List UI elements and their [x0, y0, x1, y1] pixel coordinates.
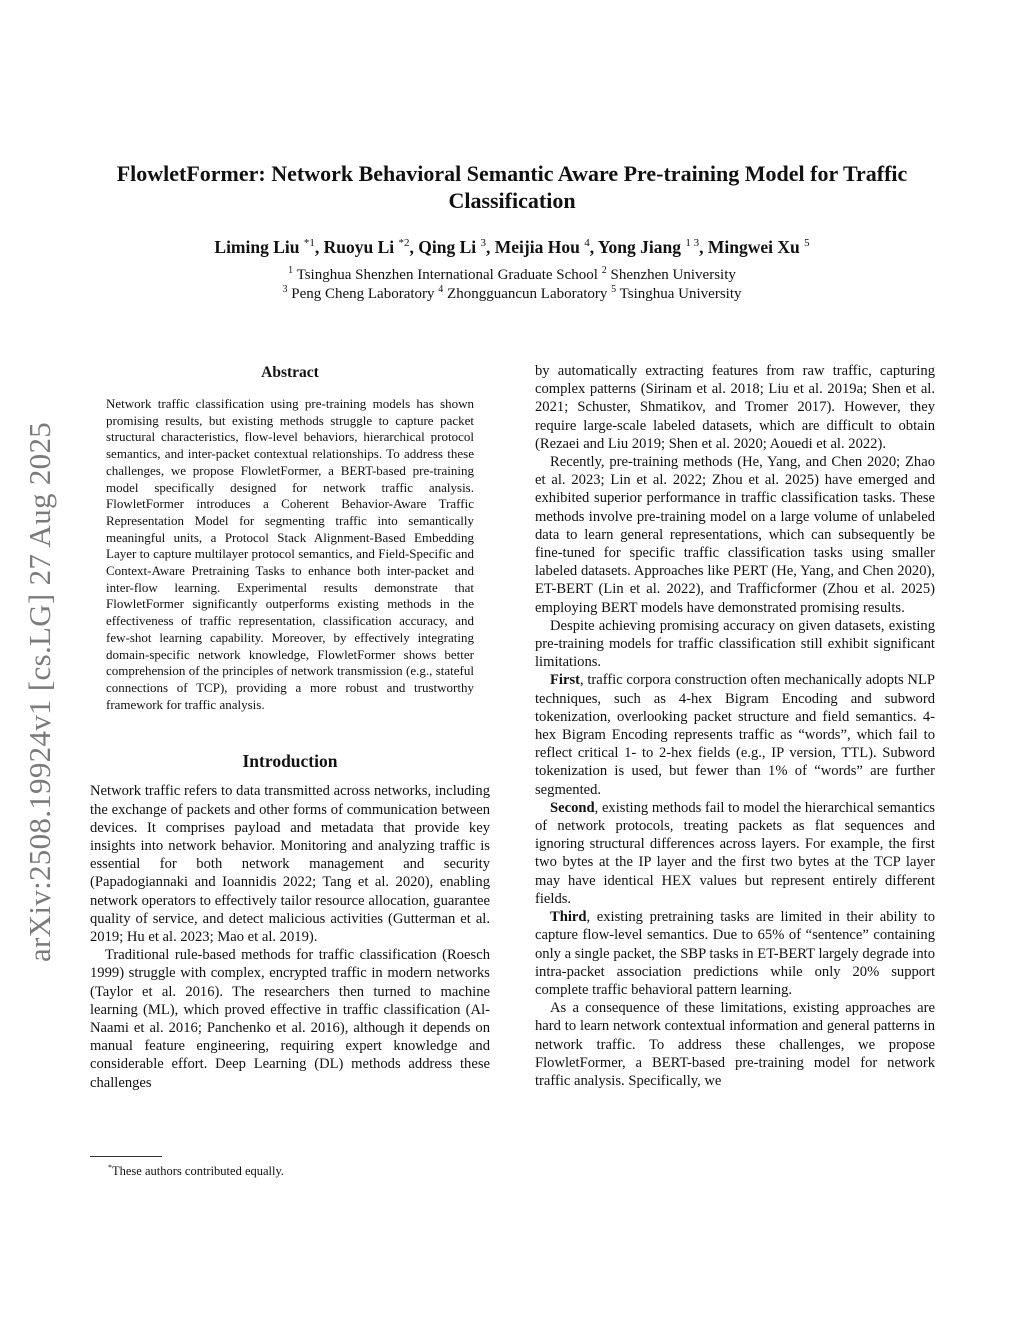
paragraph-lead: First: [550, 672, 580, 689]
body-paragraph: Despite achieving promising accuracy on given datasets, existing pre-training models for traffic classification still exhibit significant limitations.: [535, 617, 935, 671]
arxiv-identifier: arXiv:2508.19924v1 [cs.LG] 27 Aug 2025: [22, 421, 57, 962]
author-mark: 1 3: [685, 237, 700, 250]
author-list: Liming Liu $^{*1}$, Ruoyu Li $^{*2}$, Qing Li $^3$, Meijia Hou $^4$, Yong Jiang $^{1 3}$, Mingwei Xu $^5$: [214, 237, 810, 257]
author-mark: *1: [303, 237, 315, 250]
body-paragraph: [535, 908, 935, 999]
affiliation-number: 5: [611, 284, 617, 295]
paragraph-text: , existing pretraining tasks are limited in their ability to capture flow-level semantics. Due to 65% of “sentence” containing only a single packet, the SBP tasks in ET-BERT largely degrade into intra-packet association predictions while only 20% support complete traffic behavioral pattern learning.: [535, 909, 935, 998]
footnote-rule: [90, 1156, 162, 1157]
footnote: [108, 1160, 284, 1179]
affiliation-name: Tsinghua Shenzhen International Graduate School: [296, 267, 598, 283]
intro-paragraph: Network traffic refers to data transmitted across networks, including the exchange of packets and other forms of communication between devices. It comprises payload and metadata that provide key insights into network behavior. Monitoring and analyzing traffic is essential for both network management and security (Papadogiannaki and Ioannidis 2022; Tang et al. 2020), enabling network operators to effectively tailor resource allocation, guarantee quality of service, and detect malicious activities (Gutterman et al. 2019; Hu et al. 2023; Mao et al. 2019).: [90, 783, 490, 945]
body-paragraph: Recently, pre-training methods (He, Yang, and Chen 2020; Zhao et al. 2023; Lin et al. 2022; Zhou et al. 2025) have emerged and exhibited superior performance in traffic classification tasks. These methods involve pre-training model on a large volume of unlabeled data to learn general representations, which can subsequently be fine-tuned for specific traffic classification tasks using smaller labeled datasets. Approaches like PERT (He, Yang, and Chen 2020), ET-BERT (Lin et al. 2022), and Trafficformer (Zhou et al. 2025) employing BERT models have demonstrated promising results.: [535, 454, 935, 616]
affiliation-number: 2: [601, 265, 607, 276]
author-mark: 4: [584, 237, 590, 250]
affiliation-name: Tsinghua University: [619, 286, 742, 302]
author-name: Meijia Hou: [494, 237, 580, 257]
body-paragraph: [535, 671, 935, 798]
footnote-mark: *: [108, 1163, 112, 1172]
affiliation-name: Shenzhen University: [610, 267, 736, 283]
body-paragraph: [535, 799, 935, 908]
affiliation-number: 4: [438, 284, 444, 295]
introduction-heading: Introduction: [242, 751, 338, 772]
abstract-text: Network traffic classification using pre-training models has shown promising results, but existing methods struggle to capture packet structural characteristics, flow-level behaviors, hierarchical protocol semantics, and inter-packet contextual relationships. To address these challenges, we propose FlowletFormer, a BERT-based pre-training model specifically designed for network traffic analysis. FlowletFormer introduces a Coherent Behavior-Aware Traffic Representation Model for segmenting traffic into semantically meaningful units, a Protocol Stack Alignment-Based Embedding Layer to capture multilayer protocol semantics, and Field-Specific and Context-Aware Pretraining Tasks to enhance both inter-packet and inter-flow learning. Experimental results demonstrate that FlowletFormer significantly outperforms existing methods in the effectiveness of traffic representation, classification accuracy, and few-shot learning capability. Moreover, by effectively integrating domain-specific network knowledge, FlowletFormer shows better comprehension of the principles of network transmission (e.g., stateful connections of TCP), providing a more robust and trustworthy framework for traffic analysis.: [106, 396, 474, 712]
author-name: Ruoyu Li: [323, 237, 395, 257]
author-name: Liming Liu: [214, 237, 300, 257]
paragraph-text: , traffic corpora construction often mechanically adopts NLP techniques, such as 4-hex Bigram Encoding and subword tokenization, overlooking packet structure and field semantics. 4-hex Bigram Encoding represents traffic as “words”, which fail to reflect critical 1- to 2-hex fields (e.g., IP version, TTL). Subword tokenization is used, but fewer than 1% of “words” are further segmented.: [535, 672, 935, 798]
author-mark: 5: [804, 237, 810, 250]
affiliation-name: Zhongguancun Laboratory: [447, 286, 608, 302]
paragraph-lead: Second: [550, 799, 595, 816]
affiliations-line-2: [100, 285, 924, 304]
intro-paragraph: Traditional rule-based methods for traffic classification (Roesch 1999) struggle with complex, encrypted traffic in modern networks (Taylor et al. 2016). The researchers then turned to machine learning (ML), which proved effective in traffic classification (Al-Naami et al. 2016; Panchenko et al. 2016), although it depends on manual feature engineering, requiring expert knowledge and considerable effort. Deep Learning (DL) methods address these challenges: [90, 947, 490, 1091]
paragraph-text: , existing methods fail to model the hierarchical semantics of network protocols, treating packets as flat sequences and ignoring structural differences across layers. For example, the first two bytes at the IP layer and the first two bytes at the TCP layer may have identical HEX values but represent entirely different fields.: [535, 799, 935, 907]
body-paragraph: As a consequence of these limitations, existing approaches are hard to learn network contextual information and general patterns in network traffic. To address these challenges, we propose FlowletFormer, a BERT-based pre-training model for network traffic analysis. Specifically, we: [535, 1000, 935, 1089]
author-mark: 3: [480, 237, 487, 250]
author-name: Mingwei Xu: [707, 237, 800, 257]
affiliation-number: 1: [288, 265, 294, 276]
abstract-heading: Abstract: [261, 364, 319, 381]
author-mark: *2: [398, 237, 410, 250]
author-name: Qing Li: [418, 237, 477, 257]
left-column: [90, 364, 490, 1092]
affiliation-number: 3: [282, 284, 288, 295]
body-paragraph: by automatically extracting features from raw traffic, capturing complex patterns (Sirinam et al. 2018; Liu et al. 2019a; Shen et al. 2021; Schuster, Shmatikov, and Tromer 2017). However, they require large-scale labeled datasets, which are difficult to obtain (Rezaei and Liu 2019; Shen et al. 2020; Aouedi et al. 2022).: [535, 363, 935, 452]
footnote-text: These authors contributed equally.: [112, 1164, 285, 1179]
affiliation-name: Peng Cheng Laboratory: [291, 286, 435, 302]
paper-title: FlowletFormer: Network Behavioral Semantic Aware Pre-training Model for Traffic Classification: [116, 161, 908, 213]
affiliations-line-1: [100, 266, 924, 285]
paragraph-lead: Third: [550, 909, 587, 926]
author-name: Yong Jiang: [597, 237, 681, 257]
right-column: [535, 362, 935, 1090]
